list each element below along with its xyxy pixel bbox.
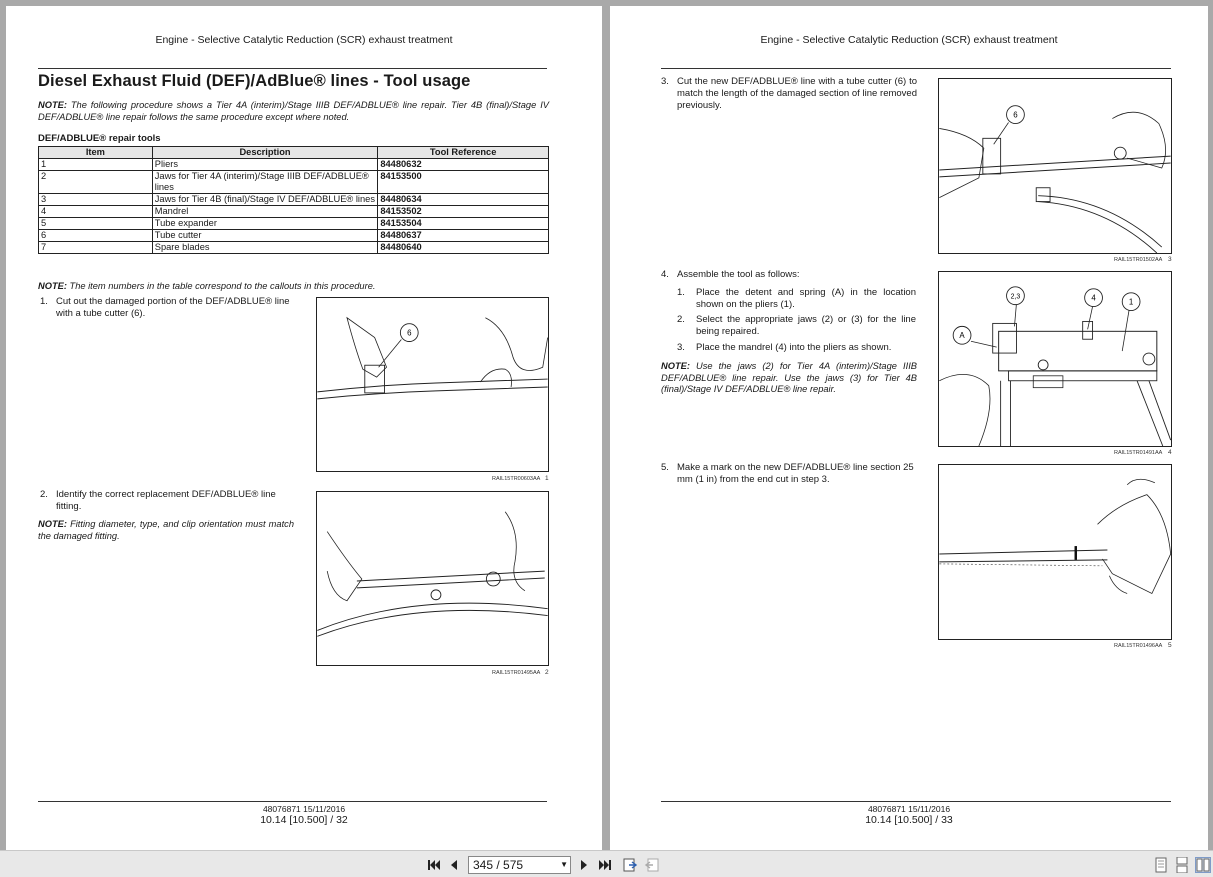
prev-page-button[interactable] xyxy=(446,857,462,873)
cell-ref: 84480632 xyxy=(378,159,549,171)
callout-4: 4 xyxy=(1091,293,1096,303)
page-right xyxy=(610,6,1208,850)
prev-page-icon xyxy=(449,859,459,871)
cell-ref: 84153502 xyxy=(378,206,549,218)
cell-description: Pliers xyxy=(152,159,378,171)
cell-item: 5 xyxy=(39,218,153,230)
figure-number: 2 xyxy=(545,669,549,676)
table-row xyxy=(39,218,549,230)
cell-item: 4 xyxy=(39,206,153,218)
figure-caption: RAIL15TR01495AA xyxy=(492,670,541,676)
go-back-button[interactable] xyxy=(622,857,638,873)
cell-description: Tube expander xyxy=(152,218,378,230)
page-number-input[interactable] xyxy=(468,856,571,874)
table-header-ref: Tool Reference xyxy=(378,147,549,159)
cell-description: Spare blades xyxy=(152,242,378,254)
first-page-icon xyxy=(427,859,441,871)
figure-2 xyxy=(316,491,549,666)
tools-table xyxy=(38,146,549,254)
table-row xyxy=(39,206,549,218)
cell-ref: 84153504 xyxy=(378,218,549,230)
footer-rule xyxy=(38,801,547,802)
header-rule xyxy=(38,68,547,69)
next-page-icon xyxy=(579,859,589,871)
running-header: Engine - Selective Catalytic Reduction (SCR) exhaust treatment xyxy=(760,34,1058,46)
step-4: 4. Assemble the tool as follows: xyxy=(661,269,800,280)
cell-item: 3 xyxy=(39,194,153,206)
sub-step-1: 1. Place the detent and spring (A) in the location shown on the pliers (1). xyxy=(677,287,916,310)
tube-cutter-new-line-illustration xyxy=(939,79,1171,253)
cell-item: 2 xyxy=(39,171,153,194)
note-jaws: NOTE: Use the jaws (2) for Tier 4A (interim)/Stage IIIB DEF/ADBLUE® line repair. Use the jaws (3) for Tier 4B (final)/Stage IV DEF/ADBLUE® line repair. xyxy=(661,361,917,394)
table-caption: DEF/ADBLUE® repair tools xyxy=(38,133,161,144)
single-page-view-button[interactable] xyxy=(1153,857,1169,873)
two-page-view-icon xyxy=(1196,858,1210,872)
cell-description: Tube cutter xyxy=(152,230,378,242)
running-header: Engine - Selective Catalytic Reduction (SCR) exhaust treatment xyxy=(155,34,453,46)
callout-6: 6 xyxy=(1013,110,1018,120)
figure-caption: RAIL15TR01502AA xyxy=(1114,257,1163,263)
footer-rule xyxy=(661,801,1171,802)
pliers-assembly-illustration xyxy=(939,272,1171,446)
sub-step-3: 3. Place the mandrel (4) into the pliers as shown. xyxy=(677,342,892,353)
figure-caption: RAIL15TR01496AA xyxy=(1114,643,1163,649)
table-header-description: Description xyxy=(152,147,378,159)
table-row xyxy=(39,159,549,171)
note-item-numbers: NOTE: The item numbers in the table correspond to the callouts in this procedure. xyxy=(38,281,376,291)
table-row xyxy=(39,171,549,194)
header-rule xyxy=(661,68,1171,69)
callout-1: 1 xyxy=(1128,297,1134,307)
step-2: 2. Identify the correct replacement DEF/ADBLUE® line fitting. xyxy=(40,489,276,512)
footer-page-number: 10.14 [10.500] / 33 xyxy=(865,814,953,826)
chevron-down-icon[interactable]: ▼ xyxy=(560,860,568,869)
go-forward-icon xyxy=(644,857,660,873)
cell-description: Jaws for Tier 4B (final)/Stage IV DEF/ADBLUE® lines xyxy=(152,194,378,206)
note-tier: NOTE: The following procedure shows a Tier 4A (interim)/Stage IIIB DEF/ADBLUE® line repair. Tier 4B (final)/Stage IV DEF/ADBLUE® line repair follows the same procedure except where noted. xyxy=(38,100,549,122)
line-marking-illustration xyxy=(939,465,1171,639)
cell-description: Jaws for Tier 4A (interim)/Stage IIIB DEF/ADBLUE® lines xyxy=(152,171,378,194)
go-forward-button[interactable] xyxy=(644,857,660,873)
callout-a: A xyxy=(959,331,965,341)
page-indicator: 345 / 575 xyxy=(473,858,524,872)
continuous-view-button[interactable] xyxy=(1174,857,1190,873)
table-header-item: Item xyxy=(39,147,153,159)
next-page-button[interactable] xyxy=(576,857,592,873)
cell-ref: 84153500 xyxy=(378,171,549,194)
last-page-icon xyxy=(598,859,612,871)
figure-3 xyxy=(938,78,1172,254)
step-3: 3. Cut the new DEF/ADBLUE® line with a tube cutter (6) to match the length of the damaged section of line removed previously. xyxy=(661,76,917,111)
figure-number: 1 xyxy=(545,475,549,482)
figure-1 xyxy=(316,297,549,472)
page-title: Diesel Exhaust Fluid (DEF)/AdBlue® lines - Tool usage xyxy=(38,72,471,90)
figure-5 xyxy=(938,464,1172,640)
cell-ref: 84480634 xyxy=(378,194,549,206)
fitting-illustration xyxy=(317,492,548,665)
cell-item: 7 xyxy=(39,242,153,254)
footer-page-number: 10.14 [10.500] / 32 xyxy=(260,814,348,826)
cell-description: Mandrel xyxy=(152,206,378,218)
viewer-toolbar xyxy=(0,850,1213,877)
figure-number: 4 xyxy=(1168,449,1172,456)
last-page-button[interactable] xyxy=(597,857,613,873)
step-1: 1. Cut out the damaged portion of the DEF/ADBLUE® line with a tube cutter (6). xyxy=(40,296,290,319)
figure-number: 5 xyxy=(1168,642,1172,649)
figure-number: 3 xyxy=(1168,256,1172,263)
sub-step-2: 2. Select the appropriate jaws (2) or (3) for the line being repaired. xyxy=(677,314,916,337)
tube-cutter-illustration xyxy=(317,298,548,471)
cell-item: 1 xyxy=(39,159,153,171)
figure-caption: RAIL15TR00603AA xyxy=(492,476,541,482)
go-back-icon xyxy=(622,857,638,873)
footer-doc-id: 48076871 15/11/2016 xyxy=(867,804,951,814)
cell-ref: 84480640 xyxy=(378,242,549,254)
callout-2-3: 2,3 xyxy=(1010,293,1021,301)
table-row xyxy=(39,230,549,242)
cell-item: 6 xyxy=(39,230,153,242)
page-left xyxy=(6,6,602,850)
note-fitting: NOTE: Fitting diameter, type, and clip orientation must match the damaged fitting. xyxy=(38,519,294,541)
cell-ref: 84480637 xyxy=(378,230,549,242)
table-row xyxy=(39,242,549,254)
two-page-view-button[interactable] xyxy=(1195,857,1211,873)
first-page-button[interactable] xyxy=(426,857,442,873)
callout-6: 6 xyxy=(407,328,412,338)
table-row xyxy=(39,194,549,206)
figure-caption: RAIL15TR01491AA xyxy=(1114,450,1163,456)
step-5: 5. Make a mark on the new DEF/ADBLUE® line section 25 mm (1 in) from the end cut in step 3. xyxy=(661,462,914,485)
footer-doc-id: 48076871 15/11/2016 xyxy=(262,804,346,814)
figure-4 xyxy=(938,271,1172,447)
continuous-view-icon xyxy=(1174,857,1190,873)
single-page-view-icon xyxy=(1153,857,1169,873)
